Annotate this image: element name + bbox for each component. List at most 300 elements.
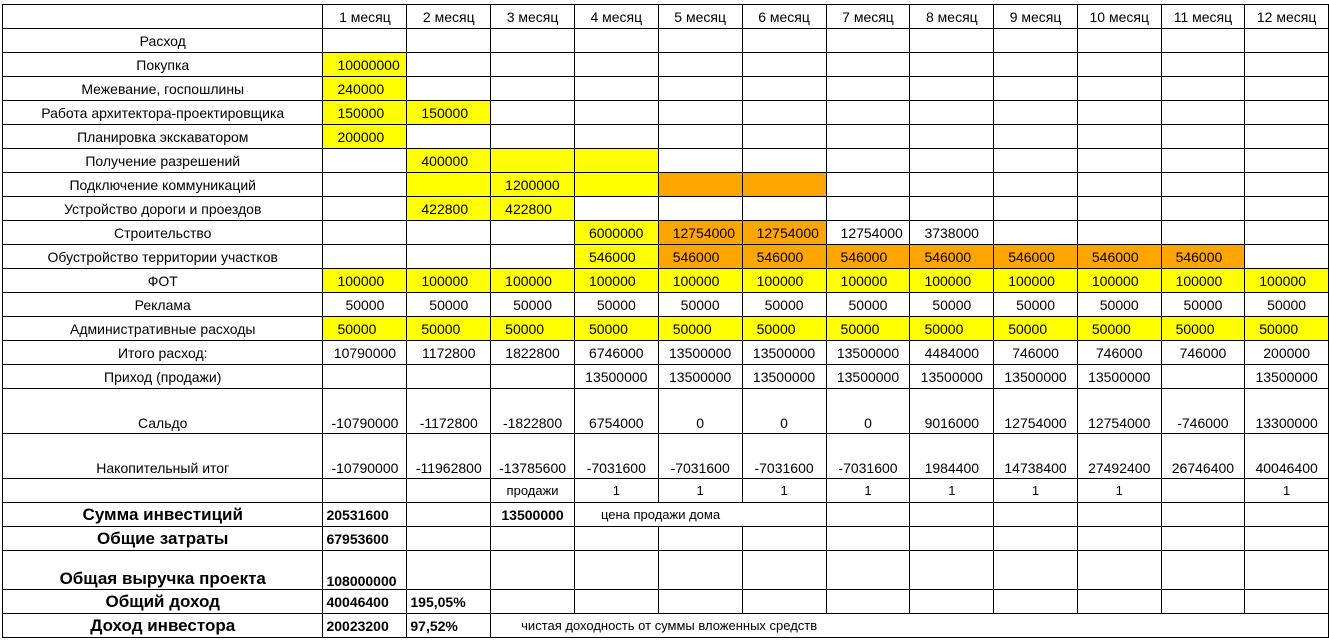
value-cell[interactable]: 10000000	[323, 53, 407, 77]
value-cell[interactable]: 100000	[826, 269, 910, 293]
table-cell[interactable]	[1161, 590, 1245, 614]
row-label[interactable]: Итого расход:	[3, 341, 323, 365]
value-cell[interactable]: 14738400	[994, 434, 1078, 479]
table-cell[interactable]	[994, 551, 1078, 590]
value-cell[interactable]	[742, 197, 826, 221]
table-cell[interactable]	[3, 479, 323, 503]
value-cell[interactable]: 0	[742, 389, 826, 434]
value-cell[interactable]: 240000	[323, 77, 407, 101]
value-cell[interactable]	[574, 125, 658, 149]
value-cell[interactable]: 50000	[994, 317, 1078, 341]
table-cell[interactable]	[1077, 503, 1161, 527]
table-cell[interactable]	[742, 590, 826, 614]
table-cell[interactable]	[826, 29, 910, 53]
summary-label[interactable]: Сумма инвестиций	[3, 503, 323, 527]
corner-cell[interactable]	[3, 5, 323, 29]
value-cell[interactable]	[491, 245, 575, 269]
value-cell[interactable]	[1245, 53, 1329, 77]
summary-value[interactable]: 20023200	[323, 614, 407, 638]
value-cell[interactable]: -1172800	[407, 389, 491, 434]
table-cell[interactable]	[826, 527, 910, 551]
row-label[interactable]: Обустройство территории участков	[3, 245, 323, 269]
summary-label[interactable]: Общие затраты	[3, 527, 323, 551]
value-cell[interactable]: 6746000	[574, 341, 658, 365]
value-cell[interactable]	[1245, 125, 1329, 149]
value-cell[interactable]	[1161, 149, 1245, 173]
row-label[interactable]: Строительство	[3, 221, 323, 245]
value-cell[interactable]: 50000	[826, 293, 910, 317]
table-cell[interactable]	[1161, 29, 1245, 53]
value-cell[interactable]: 13500000	[826, 365, 910, 389]
value-cell[interactable]	[407, 173, 491, 197]
value-cell[interactable]: 546000	[658, 245, 742, 269]
value-cell[interactable]: 100000	[994, 269, 1078, 293]
value-cell[interactable]	[826, 125, 910, 149]
month-header[interactable]: 3 месяц	[491, 5, 575, 29]
row-label[interactable]: Приход (продажи)	[3, 365, 323, 389]
month-header[interactable]: 6 месяц	[742, 5, 826, 29]
price-note[interactable]: цена продажи дома	[574, 503, 826, 527]
sales-count[interactable]: 1	[574, 479, 658, 503]
value-cell[interactable]: -7031600	[658, 434, 742, 479]
value-cell[interactable]: 422800	[407, 197, 491, 221]
value-cell[interactable]	[491, 125, 575, 149]
table-cell[interactable]	[323, 479, 407, 503]
value-cell[interactable]	[323, 365, 407, 389]
table-cell[interactable]	[994, 503, 1078, 527]
row-label[interactable]: Накопительный итог	[3, 434, 323, 479]
value-cell[interactable]	[407, 125, 491, 149]
value-cell[interactable]	[658, 125, 742, 149]
value-cell[interactable]	[742, 125, 826, 149]
summary-value[interactable]: 40046400	[323, 590, 407, 614]
summary-label[interactable]: Общий доход	[3, 590, 323, 614]
value-cell[interactable]: 150000	[323, 101, 407, 125]
value-cell[interactable]: 546000	[1077, 245, 1161, 269]
value-cell[interactable]	[323, 173, 407, 197]
value-cell[interactable]: 6000000	[574, 221, 658, 245]
value-cell[interactable]	[1245, 101, 1329, 125]
value-cell[interactable]: -13785600	[491, 434, 575, 479]
row-label[interactable]: Устройство дороги и проездов	[3, 197, 323, 221]
value-cell[interactable]	[1245, 149, 1329, 173]
table-cell[interactable]	[323, 29, 407, 53]
value-cell[interactable]	[994, 221, 1078, 245]
value-cell[interactable]: 50000	[1245, 317, 1329, 341]
value-cell[interactable]: 546000	[910, 245, 994, 269]
value-cell[interactable]	[826, 173, 910, 197]
value-cell[interactable]: 50000	[1245, 293, 1329, 317]
table-cell[interactable]	[1161, 551, 1245, 590]
value-cell[interactable]: 1172800	[407, 341, 491, 365]
investor-note[interactable]: чистая доходность от суммы вложенных средств	[491, 614, 1329, 638]
value-cell[interactable]	[658, 53, 742, 77]
value-cell[interactable]	[658, 173, 742, 197]
value-cell[interactable]: 400000	[407, 149, 491, 173]
value-cell[interactable]: 13500000	[658, 365, 742, 389]
value-cell[interactable]: 12754000	[742, 221, 826, 245]
value-cell[interactable]: 50000	[742, 317, 826, 341]
value-cell[interactable]: 27492400	[1077, 434, 1161, 479]
value-cell[interactable]	[407, 365, 491, 389]
value-cell[interactable]	[826, 77, 910, 101]
value-cell[interactable]: 0	[826, 389, 910, 434]
table-cell[interactable]	[658, 590, 742, 614]
value-cell[interactable]: 422800	[491, 197, 575, 221]
row-label[interactable]: Административные расходы	[3, 317, 323, 341]
value-cell[interactable]: 12754000	[1077, 389, 1161, 434]
value-cell[interactable]: 50000	[323, 293, 407, 317]
value-cell[interactable]: 13500000	[994, 365, 1078, 389]
value-cell[interactable]	[994, 53, 1078, 77]
month-header[interactable]: 12 месяц	[1245, 5, 1329, 29]
value-cell[interactable]: 50000	[574, 293, 658, 317]
sales-label[interactable]: продажи	[491, 479, 575, 503]
table-cell[interactable]	[658, 29, 742, 53]
table-cell[interactable]	[491, 29, 575, 53]
row-label[interactable]: ФОТ	[3, 269, 323, 293]
value-cell[interactable]: 546000	[574, 245, 658, 269]
value-cell[interactable]	[1161, 101, 1245, 125]
value-cell[interactable]	[574, 197, 658, 221]
value-cell[interactable]	[910, 77, 994, 101]
table-cell[interactable]	[910, 590, 994, 614]
value-cell[interactable]: 13500000	[742, 365, 826, 389]
value-cell[interactable]	[742, 149, 826, 173]
value-cell[interactable]	[658, 77, 742, 101]
value-cell[interactable]: 13500000	[1245, 365, 1329, 389]
value-cell[interactable]	[826, 149, 910, 173]
value-cell[interactable]: 50000	[826, 317, 910, 341]
summary-label[interactable]: Доход инвестора	[3, 614, 323, 638]
value-cell[interactable]	[994, 125, 1078, 149]
table-cell[interactable]	[1077, 590, 1161, 614]
value-cell[interactable]	[826, 53, 910, 77]
summary-value[interactable]: 20531600	[323, 503, 407, 527]
table-cell[interactable]	[742, 551, 826, 590]
summary-label[interactable]: Общая выручка проекта	[3, 551, 323, 590]
value-cell[interactable]	[994, 101, 1078, 125]
value-cell[interactable]	[1245, 77, 1329, 101]
value-cell[interactable]	[574, 77, 658, 101]
table-cell[interactable]	[491, 527, 575, 551]
value-cell[interactable]: 9016000	[910, 389, 994, 434]
table-cell[interactable]	[1077, 551, 1161, 590]
value-cell[interactable]	[1245, 197, 1329, 221]
value-cell[interactable]: 50000	[574, 317, 658, 341]
value-cell[interactable]: 4484000	[910, 341, 994, 365]
row-label[interactable]: Подключение коммуникаций	[3, 173, 323, 197]
table-cell[interactable]	[1077, 29, 1161, 53]
month-header[interactable]: 5 месяц	[658, 5, 742, 29]
value-cell[interactable]	[1077, 149, 1161, 173]
price-value[interactable]: 13500000	[491, 503, 575, 527]
value-cell[interactable]	[1161, 53, 1245, 77]
value-cell[interactable]: -7031600	[742, 434, 826, 479]
value-cell[interactable]	[407, 221, 491, 245]
value-cell[interactable]: 13500000	[742, 341, 826, 365]
value-cell[interactable]	[1161, 173, 1245, 197]
value-cell[interactable]: 50000	[910, 293, 994, 317]
value-cell[interactable]	[491, 77, 575, 101]
table-cell[interactable]	[910, 29, 994, 53]
table-cell[interactable]	[994, 527, 1078, 551]
value-cell[interactable]	[574, 149, 658, 173]
value-cell[interactable]: 50000	[407, 293, 491, 317]
value-cell[interactable]	[1161, 77, 1245, 101]
value-cell[interactable]: 12754000	[658, 221, 742, 245]
value-cell[interactable]: -10790000	[323, 389, 407, 434]
value-cell[interactable]: 12754000	[826, 221, 910, 245]
value-cell[interactable]	[910, 125, 994, 149]
value-cell[interactable]	[1161, 365, 1245, 389]
value-cell[interactable]	[323, 197, 407, 221]
sales-count[interactable]: 1	[994, 479, 1078, 503]
table-cell[interactable]	[1245, 590, 1329, 614]
value-cell[interactable]: 546000	[742, 245, 826, 269]
table-cell[interactable]	[491, 590, 575, 614]
sales-count[interactable]: 1	[910, 479, 994, 503]
table-cell[interactable]	[574, 551, 658, 590]
summary-pct[interactable]: 195,05%	[407, 590, 491, 614]
row-label[interactable]: Реклама	[3, 293, 323, 317]
table-cell[interactable]	[1245, 527, 1329, 551]
value-cell[interactable]: 50000	[910, 317, 994, 341]
value-cell[interactable]: 100000	[491, 269, 575, 293]
table-cell[interactable]	[742, 527, 826, 551]
value-cell[interactable]	[491, 149, 575, 173]
value-cell[interactable]: 100000	[1245, 269, 1329, 293]
sales-count[interactable]: 1	[826, 479, 910, 503]
row-label[interactable]: Межевание, госпошлины	[3, 77, 323, 101]
value-cell[interactable]	[742, 53, 826, 77]
table-cell[interactable]	[574, 527, 658, 551]
table-cell[interactable]	[1077, 527, 1161, 551]
table-cell[interactable]	[1245, 29, 1329, 53]
table-cell[interactable]	[910, 551, 994, 590]
table-cell[interactable]	[407, 551, 491, 590]
value-cell[interactable]	[658, 149, 742, 173]
value-cell[interactable]: 546000	[826, 245, 910, 269]
row-label[interactable]: Получение разрешений	[3, 149, 323, 173]
sales-count[interactable]	[1161, 479, 1245, 503]
value-cell[interactable]: 10790000	[323, 341, 407, 365]
row-label[interactable]: Планировка экскаватором	[3, 125, 323, 149]
table-cell[interactable]	[658, 551, 742, 590]
value-cell[interactable]	[1077, 197, 1161, 221]
sales-count[interactable]: 1	[742, 479, 826, 503]
value-cell[interactable]	[910, 197, 994, 221]
value-cell[interactable]: 50000	[658, 293, 742, 317]
value-cell[interactable]: 746000	[1077, 341, 1161, 365]
value-cell[interactable]: 50000	[491, 293, 575, 317]
value-cell[interactable]	[407, 245, 491, 269]
summary-value[interactable]: 108000000	[323, 551, 407, 590]
table-cell[interactable]	[1161, 527, 1245, 551]
value-cell[interactable]: 13500000	[1077, 365, 1161, 389]
value-cell[interactable]: 200000	[323, 125, 407, 149]
value-cell[interactable]: 150000	[407, 101, 491, 125]
value-cell[interactable]: 546000	[994, 245, 1078, 269]
value-cell[interactable]: 13500000	[910, 365, 994, 389]
month-header[interactable]: 7 месяц	[826, 5, 910, 29]
table-cell[interactable]	[491, 551, 575, 590]
value-cell[interactable]: -7031600	[826, 434, 910, 479]
table-cell[interactable]	[574, 29, 658, 53]
value-cell[interactable]: 13500000	[574, 365, 658, 389]
value-cell[interactable]	[323, 221, 407, 245]
month-header[interactable]: 4 месяц	[574, 5, 658, 29]
value-cell[interactable]	[658, 197, 742, 221]
value-cell[interactable]: 100000	[1161, 269, 1245, 293]
value-cell[interactable]: 100000	[742, 269, 826, 293]
month-header[interactable]: 9 месяц	[994, 5, 1078, 29]
month-header[interactable]: 1 месяц	[323, 5, 407, 29]
value-cell[interactable]	[658, 101, 742, 125]
value-cell[interactable]	[910, 101, 994, 125]
value-cell[interactable]	[910, 173, 994, 197]
value-cell[interactable]: 746000	[1161, 341, 1245, 365]
value-cell[interactable]: 1822800	[491, 341, 575, 365]
table-cell[interactable]	[994, 590, 1078, 614]
value-cell[interactable]: -11962800	[407, 434, 491, 479]
value-cell[interactable]	[491, 221, 575, 245]
value-cell[interactable]: -1822800	[491, 389, 575, 434]
value-cell[interactable]: 200000	[1245, 341, 1329, 365]
value-cell[interactable]: 50000	[742, 293, 826, 317]
value-cell[interactable]: -10790000	[323, 434, 407, 479]
value-cell[interactable]: 0	[658, 389, 742, 434]
month-header[interactable]: 10 месяц	[1077, 5, 1161, 29]
table-cell[interactable]	[407, 479, 491, 503]
value-cell[interactable]	[1161, 221, 1245, 245]
table-cell[interactable]	[574, 590, 658, 614]
value-cell[interactable]: -7031600	[574, 434, 658, 479]
value-cell[interactable]	[1161, 125, 1245, 149]
value-cell[interactable]	[994, 173, 1078, 197]
month-header[interactable]: 11 месяц	[1161, 5, 1245, 29]
value-cell[interactable]	[574, 173, 658, 197]
sales-count[interactable]: 1	[1077, 479, 1161, 503]
row-label[interactable]: Работа архитектора-проектировщика	[3, 101, 323, 125]
table-cell[interactable]	[1161, 503, 1245, 527]
value-cell[interactable]	[910, 149, 994, 173]
value-cell[interactable]: 50000	[1077, 317, 1161, 341]
value-cell[interactable]: 13500000	[826, 341, 910, 365]
table-cell[interactable]	[826, 551, 910, 590]
value-cell[interactable]: 3738000	[910, 221, 994, 245]
row-label[interactable]: Покупка	[3, 53, 323, 77]
value-cell[interactable]: 100000	[910, 269, 994, 293]
table-cell[interactable]	[826, 590, 910, 614]
value-cell[interactable]: 50000	[323, 317, 407, 341]
value-cell[interactable]: 100000	[1077, 269, 1161, 293]
value-cell[interactable]	[491, 365, 575, 389]
table-cell[interactable]	[742, 29, 826, 53]
value-cell[interactable]: 6754000	[574, 389, 658, 434]
value-cell[interactable]: 50000	[1161, 293, 1245, 317]
value-cell[interactable]	[742, 173, 826, 197]
value-cell[interactable]	[1077, 173, 1161, 197]
value-cell[interactable]: 50000	[658, 317, 742, 341]
value-cell[interactable]	[826, 101, 910, 125]
value-cell[interactable]: 13300000	[1245, 389, 1329, 434]
value-cell[interactable]	[407, 77, 491, 101]
value-cell[interactable]: 100000	[658, 269, 742, 293]
value-cell[interactable]	[491, 53, 575, 77]
value-cell[interactable]	[1245, 173, 1329, 197]
value-cell[interactable]	[1077, 221, 1161, 245]
sales-count[interactable]: 1	[1245, 479, 1329, 503]
value-cell[interactable]	[994, 77, 1078, 101]
value-cell[interactable]: 1984400	[910, 434, 994, 479]
summary-value[interactable]: 67953600	[323, 527, 407, 551]
value-cell[interactable]	[574, 53, 658, 77]
summary-pct[interactable]: 97,52%	[407, 614, 491, 638]
table-cell[interactable]	[1245, 503, 1329, 527]
value-cell[interactable]: 100000	[407, 269, 491, 293]
value-cell[interactable]: 100000	[574, 269, 658, 293]
value-cell[interactable]	[574, 101, 658, 125]
value-cell[interactable]: 1200000	[491, 173, 575, 197]
value-cell[interactable]	[994, 197, 1078, 221]
value-cell[interactable]	[323, 245, 407, 269]
value-cell[interactable]: 26746400	[1161, 434, 1245, 479]
value-cell[interactable]	[407, 53, 491, 77]
row-label[interactable]: Сальдо	[3, 389, 323, 434]
value-cell[interactable]: 100000	[323, 269, 407, 293]
value-cell[interactable]	[994, 149, 1078, 173]
value-cell[interactable]: 50000	[1077, 293, 1161, 317]
value-cell[interactable]	[1077, 101, 1161, 125]
table-cell[interactable]	[994, 29, 1078, 53]
value-cell[interactable]	[1245, 245, 1329, 269]
table-cell[interactable]	[407, 503, 491, 527]
value-cell[interactable]: 50000	[407, 317, 491, 341]
value-cell[interactable]: 40046400	[1245, 434, 1329, 479]
table-cell[interactable]	[910, 527, 994, 551]
table-cell[interactable]	[910, 503, 994, 527]
value-cell[interactable]: 546000	[1161, 245, 1245, 269]
table-cell[interactable]	[407, 29, 491, 53]
value-cell[interactable]	[1077, 77, 1161, 101]
value-cell[interactable]	[826, 197, 910, 221]
row-label[interactable]: Расход	[3, 29, 323, 53]
value-cell[interactable]: 746000	[994, 341, 1078, 365]
value-cell[interactable]: 12754000	[994, 389, 1078, 434]
value-cell[interactable]	[742, 77, 826, 101]
value-cell[interactable]	[323, 149, 407, 173]
month-header[interactable]: 2 месяц	[407, 5, 491, 29]
table-cell[interactable]	[1245, 551, 1329, 590]
value-cell[interactable]: 50000	[1161, 317, 1245, 341]
value-cell[interactable]: 50000	[491, 317, 575, 341]
month-header[interactable]: 8 месяц	[910, 5, 994, 29]
value-cell[interactable]: -746000	[1161, 389, 1245, 434]
value-cell[interactable]: 13500000	[658, 341, 742, 365]
value-cell[interactable]	[1077, 53, 1161, 77]
sales-count[interactable]: 1	[658, 479, 742, 503]
table-cell[interactable]	[407, 527, 491, 551]
value-cell[interactable]	[1161, 197, 1245, 221]
table-cell[interactable]	[826, 503, 910, 527]
value-cell[interactable]: 50000	[994, 293, 1078, 317]
value-cell[interactable]	[1077, 125, 1161, 149]
table-cell[interactable]	[658, 527, 742, 551]
value-cell[interactable]	[491, 101, 575, 125]
value-cell[interactable]	[910, 53, 994, 77]
value-cell[interactable]	[742, 101, 826, 125]
